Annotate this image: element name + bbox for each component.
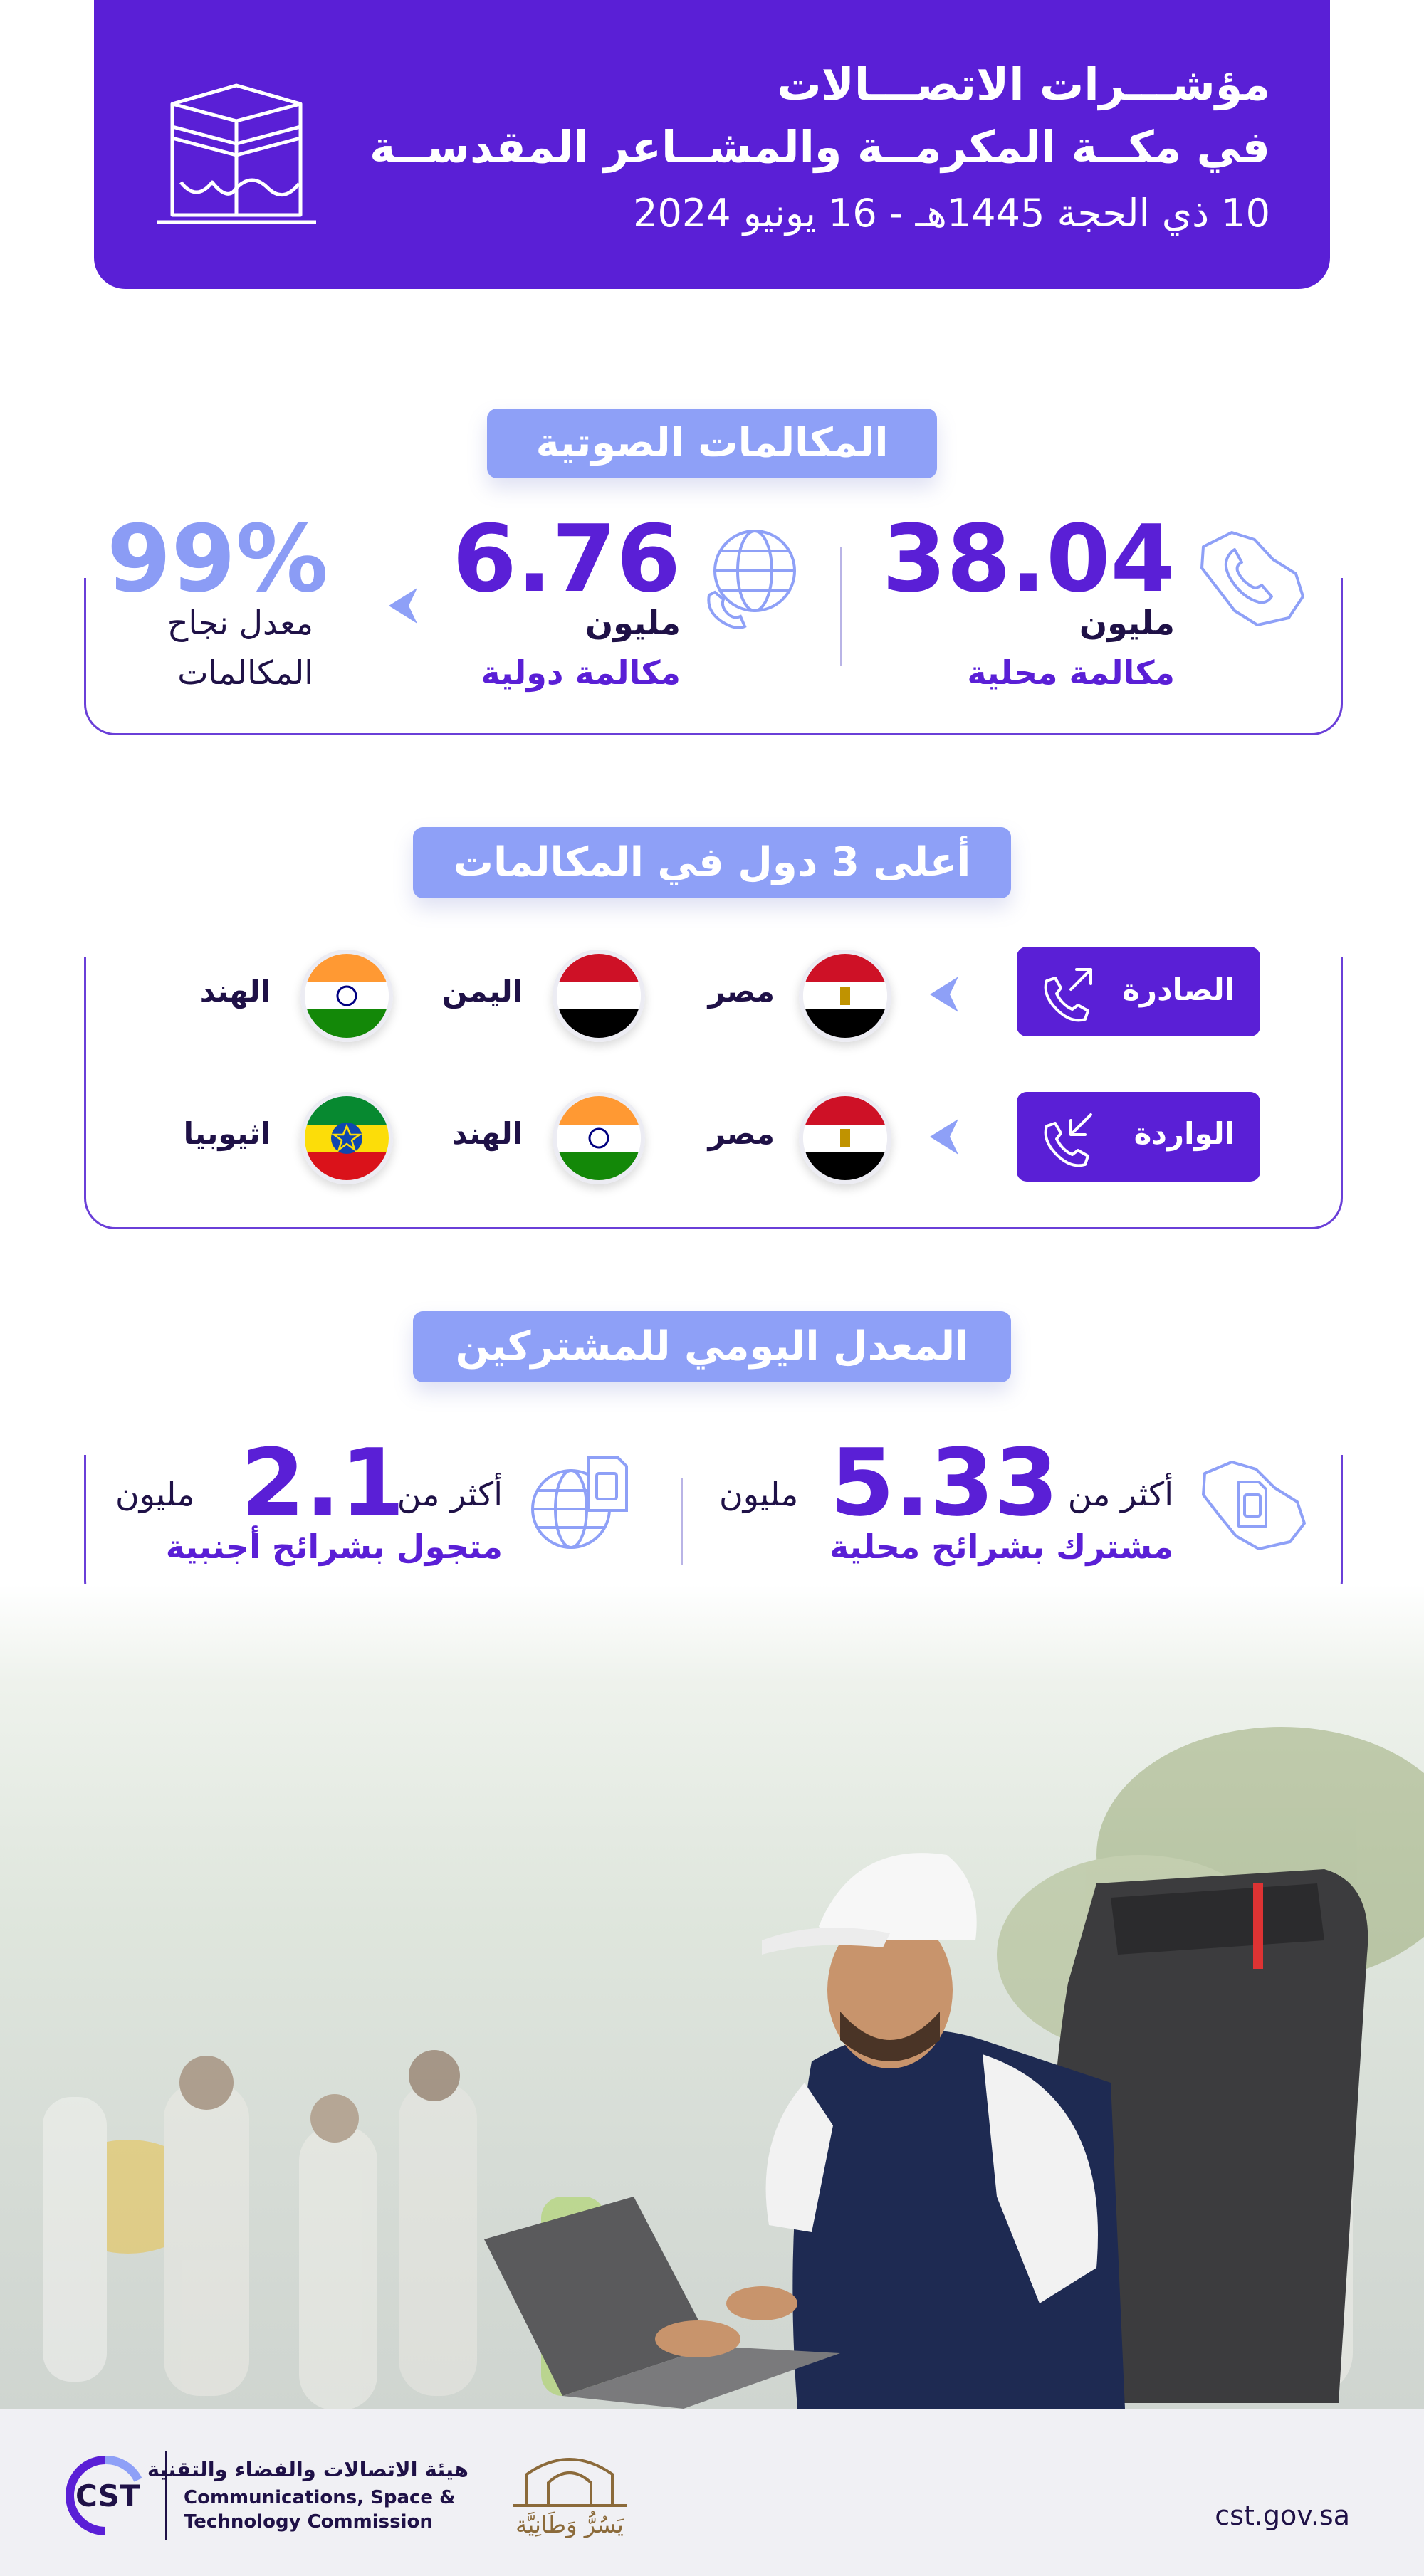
local-subscribers-value: 5.33 [830, 1429, 1059, 1537]
local-calls-label: مكالمة محلية [967, 653, 1175, 692]
cst-logo-text: CST [75, 2478, 140, 2513]
incoming-country-3: اثيوبيا [183, 1116, 271, 1151]
ethiopia-flag-icon [300, 1092, 393, 1184]
top-countries-heading: أعلى 3 دول في المكالمات [413, 827, 1011, 898]
chevron-left-icon [382, 585, 422, 626]
subscribers-heading: المعدل اليومي للمشتركين [413, 1311, 1011, 1382]
roaming-unit: مليون [115, 1475, 195, 1513]
technician-photo [0, 1584, 1424, 2409]
incoming-country-1: مصر [708, 1116, 775, 1151]
local-subscribers-label: مشترك بشرائح محلية [829, 1528, 1173, 1566]
international-calls-value: 6.76 [452, 505, 681, 613]
website-link[interactable]: cst.gov.sa [1215, 2500, 1350, 2531]
egypt-flag-icon [799, 950, 891, 1042]
org-name-english-line1: Communications, Space & [184, 2487, 456, 2508]
globe-phone-icon [702, 525, 802, 632]
chevron-left-icon [923, 974, 963, 1015]
slogan-logo [498, 2449, 641, 2548]
roaming-value: 2.1 [241, 1429, 405, 1537]
org-name-english-line2: Technology Commission [184, 2511, 433, 2533]
incoming-label: الواردة [1134, 1116, 1235, 1151]
success-rate-label-line2: المكالمات [177, 653, 313, 692]
org-name-arabic: هيئة الاتصالات والفضاء والتقنية [147, 2457, 468, 2481]
yemen-flag-icon [553, 950, 645, 1042]
local-calls-value: 38.04 [881, 505, 1175, 613]
outgoing-label: الصادرة [1122, 972, 1235, 1007]
voice-calls-heading: المكالمات الصوتية [487, 409, 937, 478]
local-subscribers-prefix: أكثر من [1067, 1475, 1173, 1513]
outgoing-country-3: الهند [199, 974, 271, 1009]
outgoing-country-1: مصر [708, 974, 775, 1009]
slogan-text: يَسُرُّ وَطَانِيَّة [515, 2511, 624, 2538]
incoming-country-2: الهند [451, 1116, 523, 1151]
international-calls-label: مكالمة دولية [481, 653, 681, 692]
header-title-line2: في مكــة المكرمــة والمشــاعر المقدســة [370, 121, 1270, 173]
local-calls-unit: مليون [1079, 604, 1175, 642]
india-flag-icon [300, 950, 393, 1042]
incoming-call-icon [1037, 1108, 1098, 1169]
outgoing-call-icon [1037, 962, 1098, 1024]
divider [840, 547, 842, 666]
roaming-label: متجول بشرائح أجنبية [165, 1528, 503, 1566]
success-rate-value: 99% [107, 505, 329, 613]
saudi-map-phone-icon [1189, 518, 1312, 636]
roaming-prefix: أكثر من [397, 1475, 503, 1513]
international-calls-unit: مليون [585, 604, 681, 642]
chevron-left-icon [923, 1116, 963, 1157]
local-subscribers-unit: مليون [719, 1475, 799, 1513]
success-rate-label-line1: معدل نجاح [167, 604, 313, 642]
globe-sim-icon [527, 1451, 634, 1555]
outgoing-country-2: اليمن [441, 974, 523, 1009]
header-title-line1: مؤشـــرات الاتصـــالات [777, 58, 1270, 110]
kaaba-icon [152, 75, 320, 228]
header-date-range: 10 ذي الحجة 1445هـ - 16 يونيو 2024 [633, 191, 1270, 236]
egypt-flag-icon [799, 1092, 891, 1184]
divider [681, 1478, 683, 1565]
saudi-map-sim-icon [1190, 1452, 1313, 1557]
india-flag-icon [553, 1092, 645, 1184]
cst-logo [60, 2454, 151, 2537]
